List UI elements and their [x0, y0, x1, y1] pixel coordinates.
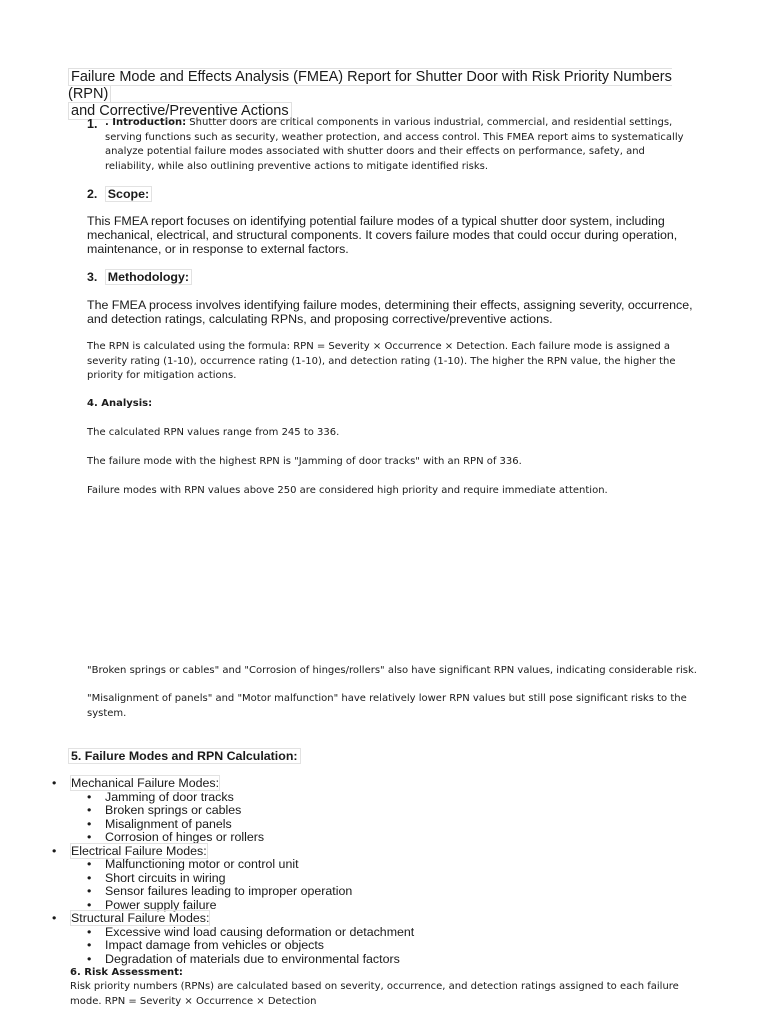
scope-text: This FMEA report focuses on identifying potential failure modes of a typical shutter door system, including mechanical, electrical, and structural components. It covers failure modes that could occur during operation, maintenance, or in response to external factors. [87, 214, 678, 256]
list-item: • Sensor failures leading to improper operation [105, 885, 690, 899]
analysis-p4: "Broken springs or cables" and "Corrosion of hinges/rollers" also have significant RPN values, indicating considerable risk. [87, 665, 697, 676]
group-label: Electrical Failure Modes: [71, 843, 207, 858]
list-item: • Misalignment of panels [105, 818, 690, 832]
title-line-1: Failure Mode and Effects Analysis (FMEA) Report for Shutter Door with Risk Priority Numbers (RPN) [68, 69, 672, 102]
intro-text: Shutter doors are critical components in various industrial, commercial, and residential settings, serving functions such as security, weather protection, and access control. This FMEA report aims to systematically analyze potential failure modes associated with shutter doors and their effects on performance, safety, and reliability, while also outlining preventive actions to mitigate identified risks. [105, 117, 684, 172]
intro-number: 1. [87, 117, 98, 131]
formula-text: The RPN is calculated using the formula: RPN = Severity × Occurrence × Detection. Each failure mode is assigned a severity rating (1-10), occurrence rating (1-10), and detection rating (1-10). The higher the RPN value, the higher the priority for mitigation actions. [87, 341, 676, 381]
intro-section [105, 116, 695, 174]
list-item: • Corrosion of hinges or rollers [105, 831, 690, 845]
list-item: • Power supply failure [105, 899, 690, 913]
group-mechanical [70, 777, 690, 845]
document-title [68, 69, 708, 120]
scope-heading-row [87, 187, 152, 201]
methodology-text: The FMEA process involves identifying failure modes, determining their effects, assigning severity, occurrence, and detection ratings, calculating RPNs, and proposing corrective/preventive actions. [87, 298, 693, 326]
intro-heading: . Introduction: [105, 117, 187, 128]
list-item: • Degradation of materials due to environmental factors [105, 953, 690, 967]
scope-heading: Scope: [105, 186, 152, 202]
group-structural [70, 912, 690, 966]
list-item: • Impact damage from vehicles or objects [105, 939, 690, 953]
group-label: Mechanical Failure Modes: [71, 776, 220, 790]
methodology-number: 3. [87, 270, 98, 284]
risk-heading: 6. Risk Assessment: [70, 967, 183, 978]
scope-number: 2. [87, 187, 98, 201]
failure-modes-heading: 5. Failure Modes and RPN Calculation: [68, 748, 301, 764]
list-item: • Broken springs or cables [105, 804, 690, 818]
list-item: • Jamming of door tracks [105, 791, 690, 805]
analysis-heading: 4. Analysis: [87, 398, 153, 409]
failure-modes-list [70, 777, 690, 966]
list-item: • Short circuits in wiring [105, 872, 690, 886]
analysis-p1: The calculated RPN values range from 245 to 336. [87, 427, 340, 438]
title-line-2: and Corrective/Preventive Actions [68, 102, 292, 120]
analysis-p3: Failure modes with RPN values above 250 are considered high priority and require immediate attention. [87, 485, 608, 496]
methodology-heading: Methodology: [105, 269, 192, 285]
group-electrical [70, 845, 690, 913]
risk-text: Risk priority numbers (RPNs) are calculated based on severity, occurrence, and detection ratings assigned to each failure mode. RPN = Severity × Occurrence × Detection [70, 981, 679, 1007]
analysis-p5: "Misalignment of panels" and "Motor malfunction" have relatively lower RPN values but still pose significant risks to the system. [87, 693, 687, 719]
group-label: Structural Failure Modes: [71, 911, 210, 925]
list-item: • Excessive wind load causing deformation or detachment [105, 926, 690, 940]
methodology-heading-row [87, 270, 192, 284]
list-item: • Malfunctioning motor or control unit [105, 858, 690, 872]
analysis-p2: The failure mode with the highest RPN is "Jamming of door tracks" with an RPN of 336. [87, 456, 522, 467]
